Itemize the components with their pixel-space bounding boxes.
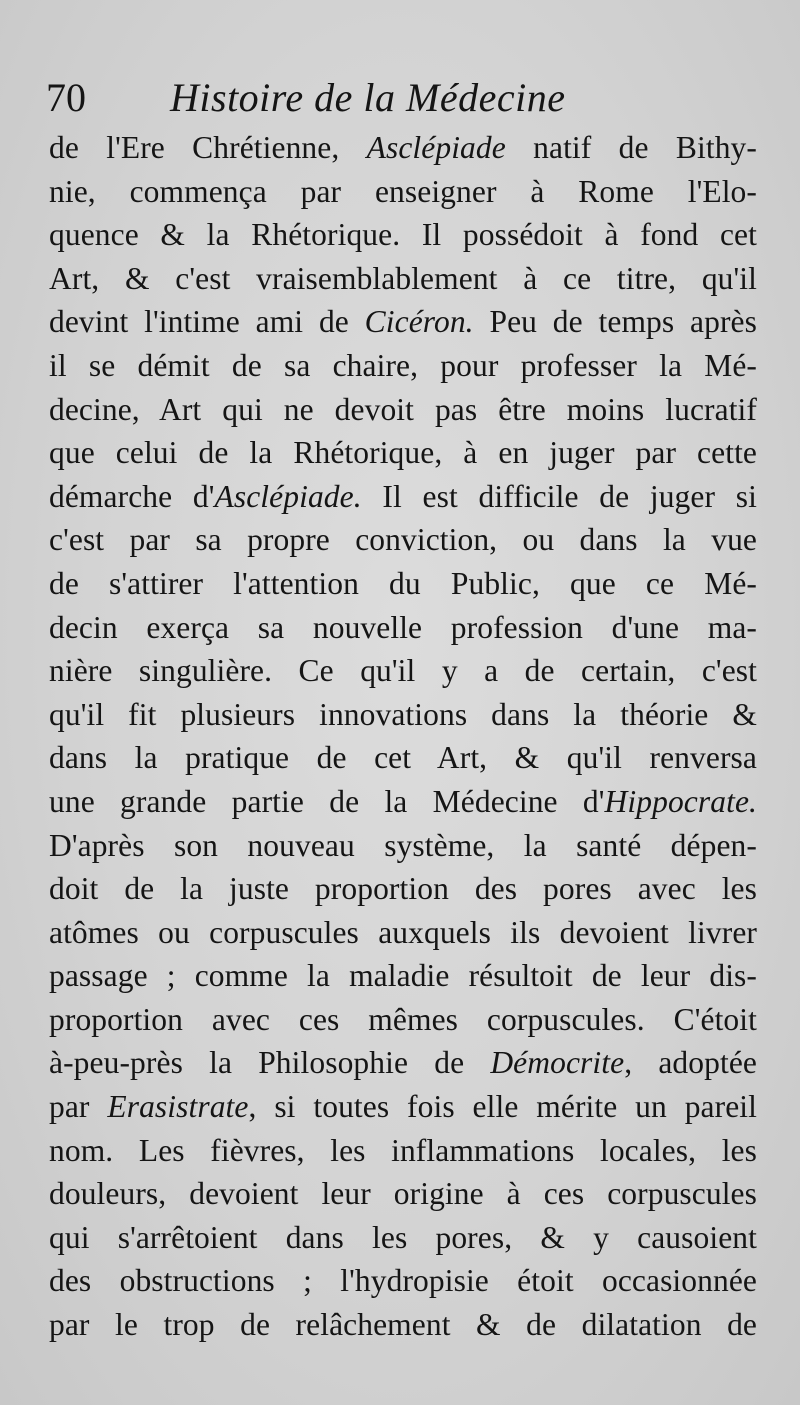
text-segment: , adoptée <box>624 1045 757 1081</box>
text-segment: à-peu-près la Philosophie de <box>49 1045 491 1081</box>
italic-name: Erasistrate <box>107 1089 249 1125</box>
text-line <box>49 954 757 998</box>
text-line <box>49 780 757 824</box>
text-segment: natif de Bithy- <box>505 130 757 165</box>
text-segment: des obstructions ; l'hydropisie étoit occasionnée <box>49 1263 757 1299</box>
text-line <box>49 998 757 1042</box>
text-line <box>49 1259 757 1303</box>
text-segment: , si toutes fois elle mérite un pareil <box>248 1089 758 1125</box>
text-line <box>49 257 757 301</box>
text-line <box>49 867 757 911</box>
running-title: Histoire de la Médecine <box>170 75 566 120</box>
text-line <box>49 1041 757 1085</box>
text-segment: de s'attirer l'attention du Public, que ce Mé- <box>49 565 757 601</box>
text-segment: quence & la Rhétorique. Il possédoit à fond cet <box>49 217 757 253</box>
text-segment: passage ; comme la maladie résultoit de leur dis- <box>49 958 757 994</box>
text-line <box>49 606 757 650</box>
text-segment: Art, & c'est vraisemblablement à ce titre, qu'il <box>49 260 757 296</box>
text-segment: il se démit de sa chaire, pour professer la Mé- <box>49 347 757 383</box>
text-line <box>49 911 757 955</box>
text-segment: devint l'intime ami de <box>49 304 365 340</box>
text-segment: c'est par sa propre conviction, ou dans la vue <box>49 522 757 558</box>
text-segment: decin exerça sa nouvelle profession d'une ma- <box>49 609 757 645</box>
text-line <box>49 1303 757 1347</box>
text-segment: douleurs, devoient leur origine à ces corpuscules <box>49 1176 757 1212</box>
italic-name: Hippocrate. <box>604 783 757 819</box>
text-line <box>49 824 757 868</box>
page-number: 70 <box>46 75 86 120</box>
text-segment: atômes ou corpuscules auxquels ils devoient livrer <box>49 914 757 950</box>
text-line <box>49 693 757 737</box>
text-line <box>49 388 757 432</box>
text-segment: doit de la juste proportion des pores avec les <box>49 871 757 907</box>
text-line <box>49 1129 757 1173</box>
text-line <box>49 126 757 170</box>
text-segment: une grande partie de la Médecine d' <box>49 783 605 819</box>
text-segment: que celui de la Rhétorique, à en juger par cette <box>49 435 757 471</box>
text-segment: D'après son nouveau système, la santé dépen- <box>49 827 757 863</box>
text-segment: dans la pratique de cet Art, & qu'il renversa <box>49 740 757 776</box>
text-segment: nom. Les fièvres, les inflammations locales, les <box>49 1132 757 1168</box>
text-segment: nière singulière. Ce qu'il y a de certain, c'est <box>49 653 757 689</box>
text-line <box>49 300 757 344</box>
italic-name: Cicéron. <box>364 304 474 340</box>
text-segment: decine, Art qui ne devoit pas être moins lucratif <box>49 391 757 427</box>
text-line <box>49 431 757 475</box>
text-segment: qu'il fit plusieurs innovations dans la théorie & <box>49 696 757 732</box>
page-header <box>46 72 766 124</box>
text-line <box>49 170 757 214</box>
text-line <box>49 1172 757 1216</box>
text-segment: nie, commença par enseigner à Rome l'Elo- <box>49 173 757 209</box>
italic-name: Démocrite <box>490 1045 625 1081</box>
text-segment: par le trop de relâchement & de dilatation de <box>49 1307 757 1343</box>
text-line <box>49 562 757 606</box>
italic-name: Asclépiade. <box>214 478 362 514</box>
text-segment: Peu de temps après <box>473 304 757 340</box>
text-segment: de l'Ere Chrétienne, <box>49 130 367 165</box>
text-line <box>49 1085 757 1129</box>
text-segment: par <box>49 1089 108 1125</box>
text-line <box>49 518 757 562</box>
text-line <box>49 1216 757 1260</box>
text-segment: Il est difficile de juger si <box>361 478 757 514</box>
text-segment: proportion avec ces mêmes corpuscules. C'étoit <box>49 1001 757 1037</box>
body-text <box>49 126 757 1347</box>
italic-name: Asclépiade <box>366 130 506 165</box>
text-line <box>49 736 757 780</box>
text-segment: démarche d' <box>49 478 215 514</box>
text-segment: qui s'arrêtoient dans les pores, & y causoient <box>49 1219 757 1255</box>
text-line <box>49 213 757 257</box>
text-line <box>49 475 757 519</box>
text-line <box>49 649 757 693</box>
text-line <box>49 344 757 388</box>
